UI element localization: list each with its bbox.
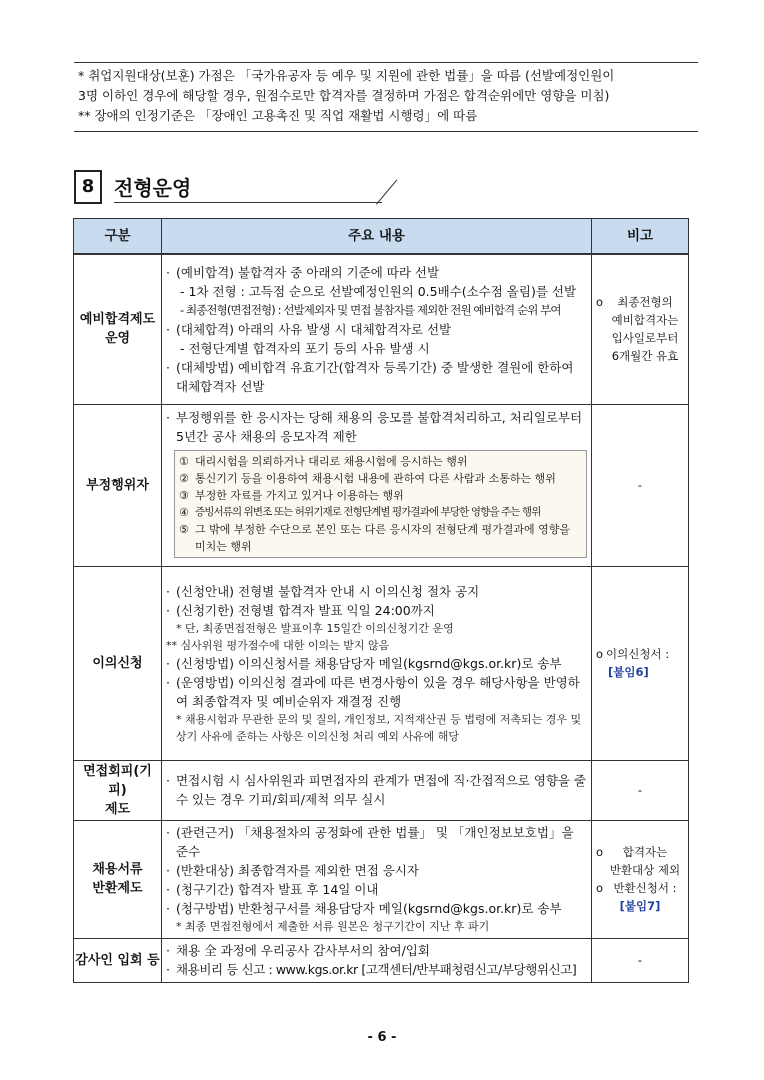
table-row-audit [74,938,689,982]
footnote-veteran-cont: 3명 이하인 경우에 해당할 경우, 원점수로만 합격자를 결정하며 가점은 합격순위에만 영향을 미침) [78,88,610,103]
return-note-1: * 최종 면접전형에서 제출한 서류 원본은 청구기간이 지난 후 파기 [176,920,490,933]
note-document-return: o 합격자는 반환대상 제외 o 반환신청서 : [붙임7] [592,820,689,938]
footnotes [74,62,698,132]
note-misconduct: - [592,404,689,566]
table-row-document-return [74,820,689,938]
appeal-note-text: 이의신청서 : [606,647,670,661]
section-number: 8 [74,170,102,204]
return-attachment-link: [붙임7] [619,899,661,913]
return-note-text-2: 반환신청서 : [613,881,677,895]
content-misconduct: · 부정행위를 한 응시자는 당해 채용의 응모를 불합격처리하고, 처리일로부터 5년간 공사 채용의 응모자격 제한 ① 대리시험을 의뢰하거나 대리로 채용시험에 응시하는 행위 ② 통신기기 등을 이용하여 채용시험 내용에 관하여 다른 사람과 소통하는 행위 ③ 부정한 자료를 가지고 있거나 이용하는 행위 ④ 증빙서류의 위변조 또는 허위기재로 전형단계별 평가결과에 부당한 영향을 주는 행위 ⑤ 그 밖에 부정한 수단으로 본인 또는 다른 응시자의 전형단계 평가결과에 영향을 미치는 행위 [162,404,592,566]
section-title: 전형운영 [114,176,192,200]
section-slash-decoration [376,179,397,204]
list-item: ④ 증빙서류의 위변조 또는 허위기재로 전형단계별 평가결과에 부당한 영향을 주는 행위 [179,506,541,519]
appeal-note-1: * 단, 최종면접전형은 발표이후 15일간 이의신청기간 운영 [176,621,454,635]
reserve-sub-1: - 1차 전형 : 고득점 순으로 선발예정인원의 0.5배수(소수점 올림)를 선발 [180,283,577,299]
footnote-disability: ** 장애의 인정기준은 「장애인 고용촉진 및 직업 재활법 시행령」에 따름 [78,108,478,123]
recusal-bullet-1: 면접시험 시 심사위원과 피면접자의 관계가 면접에 직·간접적으로 영향을 줄 수 있는 경우 기피/회피/제척 의무 실시 [176,773,587,807]
reserve-sub-3: - 전형단계별 합격자의 포기 등의 사유 발생 시 [180,340,430,356]
appeal-bullet-4: (운영방법) 이의신청 결과에 따른 변경사항이 있을 경우 해당사항을 반영하여 최종합격자 및 예비순위자 재결정 진행 [176,674,580,709]
list-item: ① 대리시험을 의뢰하거나 대리로 채용시험에 응시하는 행위 [179,455,468,468]
appeal-attachment-link: [붙임6] [608,665,649,679]
content-audit: · 채용 全 과정에 우리공사 감사부서의 참여/입회 · 채용비리 등 신고 : www.kgs.or.kr [고객센터/반부패청렴신고/부당행위신고] [162,938,592,982]
category-audit: 감사인 입회 등 [74,938,162,982]
appeal-note-3: * 채용시험과 무관한 문의 및 질의, 개인정보, 지적재산권 등 법령에 저촉되는 경우 및 상기 사유에 준하는 사항은 이의신청 처리 예외 사유에 해당 [176,712,582,743]
reserve-sub-2: - 최종전형(면접전형) : 선발제외자 및 면접 불참자를 제외한 전원 예비합격 순위 부여 [180,302,561,317]
reserve-bullet-3: (대체방법) 예비합격 유효기간(합격자 등록기간) 중 발생한 결원에 한하여 대체합격자 선발 [176,359,574,394]
content-recusal: · 면접시험 시 심사위원과 피면접자의 관계가 면접에 직·간접적으로 영향을 줄 수 있는 경우 기피/회피/제척 의무 실시 [162,760,592,820]
table-row-recusal [74,760,689,820]
misconduct-bullet-1: 부정행위를 한 응시자는 당해 채용의 응모를 불합격처리하고, 처리일로부터 5년간 공사 채용의 응모자격 제한 [176,410,583,444]
return-bullet-2: (반환대상) 최종합격자를 제외한 면접 응시자 [176,863,419,878]
audit-bullet-1: 채용 全 과정에 우리공사 감사부서의 참여/입회 [176,943,430,958]
note-audit: - [592,938,689,982]
appeal-note-2: ** 심사위원 평가점수에 대한 이의는 받지 않음 [166,638,390,652]
category-document-return: 채용서류 반환제도 [74,820,162,938]
list-item: ③ 부정한 자료를 가지고 있거나 이용하는 행위 [179,489,404,502]
content-document-return: · (관련근거) 「채용절차의 공정화에 관한 법률」 및 「개인정보보호법」을 준수 · (반환대상) 최종합격자를 제외한 면접 응시자 · (청구기간) 합격자 발표 후 14일 이내 · (청구방법) 반환청구서를 채용담당자 메일(kgsrnd@kgs.or.kr)로 송부 * 최종 면접전형에서 제출한 서류 원본은 청구기간이 지난 후 파기 [162,820,592,938]
header-note: 비고 [592,219,689,255]
table-row-misconduct [74,404,689,566]
category-reserve: 예비합격제도 운영 [74,254,162,404]
reserve-bullet-1: (예비합격) 불합격자 중 아래의 기준에 따라 선발 [176,264,440,280]
footnote-veteran: * 취업지원대상(보훈) 가점은 「국가유공자 등 예우 및 지원에 관한 법률」을 따름 (선발예정인원이 [78,68,615,83]
note-recusal: - [592,760,689,820]
appeal-bullet-3: (신청방법) 이의신청서를 채용담당자 메일(kgsrnd@kgs.or.kr)로 송부 [176,655,562,671]
reserve-note-text: 최종전형의 예비합격자는 입사일로부터 6개월간 유효 [611,295,679,364]
category-recusal: 면접회피(기피) 제도 [74,760,162,820]
note-reserve: o 최종전형의 예비합격자는 입사일로부터 6개월간 유효 [592,254,689,404]
table-row-appeal [74,566,689,760]
content-reserve: · (예비합격) 불합격자 중 아래의 기준에 따라 선발 - 1차 전형 : 고득점 순으로 선발예정인원의 0.5배수(소수점 올림)를 선발 - 최종전형(면접전형) : 선발제외자 및 면접 불참자를 제외한 전원 예비합격 순위 부여 · (대체합격) 아래의 사유 발생 시 대체합격자로 선발 - 전형단계별 합격자의 포기 등의 사유 발생 시 · (대체방법) 예비합격 유효기간(합격자 등록기간) 중 발생한 결원에 한하여 대체합격자 선발 [162,254,592,404]
audit-bullet-2: 채용비리 등 신고 : www.kgs.or.kr [고객센터/반부패청렴신고/부당행위신고] [176,962,577,977]
note-appeal: o 이의신청서 : [붙임6] [592,566,689,760]
list-item: ② 통신기기 등을 이용하여 채용시험 내용에 관하여 다른 사람과 소통하는 행위 [179,472,556,485]
page-number: - 6 - [367,1030,397,1045]
appeal-bullet-2: (신청기한) 전형별 합격자 발표 익일 24:00까지 [176,602,435,618]
category-appeal: 이의신청 [74,566,162,760]
misconduct-examples-box [174,450,587,558]
header-category: 구분 [74,219,162,255]
return-note-text-1: 합격자는 반환대상 제외 [609,845,681,877]
return-bullet-3: (청구기간) 합격자 발표 후 14일 이내 [176,882,379,897]
content-appeal: · (신청안내) 전형별 불합격자 안내 시 이의신청 절차 공지 · (신청기한) 전형별 합격자 발표 익일 24:00까지 * 단, 최종면접전형은 발표이후 15일간 이의신청기간 운영 ** 심사위원 평가점수에 대한 이의는 받지 않음 · (신청방법) 이의신청서를 채용담당자 메일(kgsrnd@kgs.or.kr)로 송부 · (운영방법) 이의신청 결과에 따른 변경사항이 있을 경우 해당사항을 반영하여 최종합격자 및 예비순위자 재결정 진행 * 채용시험과 무관한 문의 및 질의, 개인정보, 지적재산권 등 법령에 저촉되는 경우 및 상기 사유에 준하는 사항은 이의신청 처리 예외 사유에 해당 [162,566,592,760]
table-row-reserve [74,254,689,404]
reserve-bullet-2: (대체합격) 아래의 사유 발생 시 대체합격자로 선발 [176,321,452,337]
list-item: ⑤ 그 밖에 부정한 수단으로 본인 또는 다른 응시자의 전형단계 평가결과에 영향을 미치는 행위 [179,523,570,553]
return-bullet-4: (청구방법) 반환청구서를 채용담당자 메일(kgsrnd@kgs.or.kr)로 송부 [176,901,562,916]
category-misconduct: 부정행위자 [74,404,162,566]
header-content: 주요 내용 [162,219,592,255]
return-bullet-1: (관련근거) 「채용절차의 공정화에 관한 법률」 및 「개인정보보호법」을 준수 [176,825,574,859]
appeal-bullet-1: (신청안내) 전형별 불합격자 안내 시 이의신청 절차 공지 [176,583,480,599]
screening-operation-table [73,218,689,983]
section-underline [114,202,382,203]
